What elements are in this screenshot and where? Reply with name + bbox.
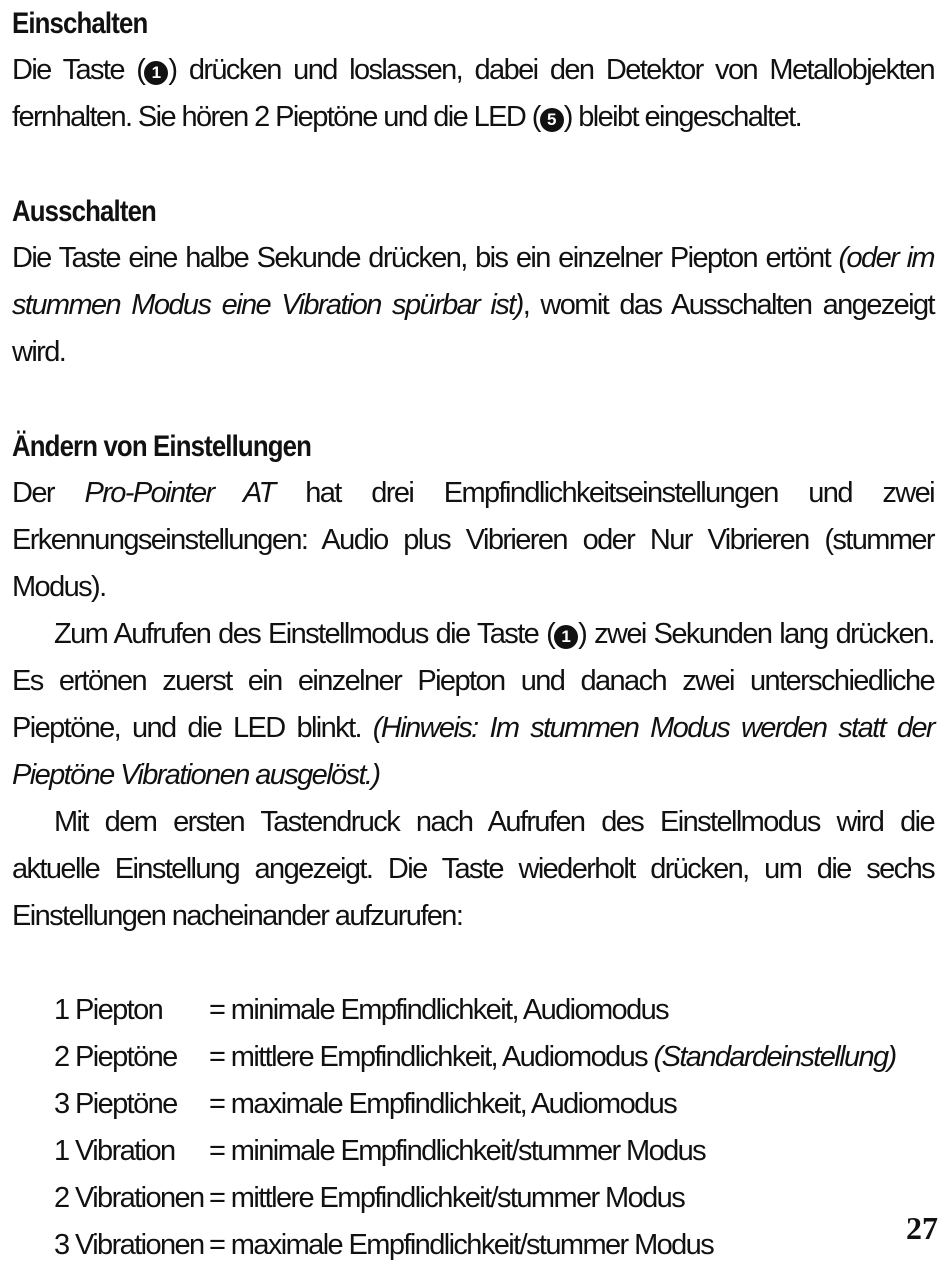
setting-description [209, 1128, 705, 1175]
heading-einstellungen: Ändern von Einstellungen [12, 430, 312, 463]
text: = maximale Empfindlichkeit, Audiomodus [209, 1088, 677, 1120]
setting-description [209, 1175, 684, 1222]
setting-label: 1 Vibration [54, 1135, 175, 1167]
text: Zum Aufrufen des Einstellmodus die Taste ( [54, 618, 555, 650]
default-note: (Standardeinstellung) [653, 1041, 896, 1073]
italic-note: (oder im stummen Modus eine Vibration spürbar ist) [12, 242, 934, 321]
text: Die Taste eine halbe Sekunde drücken, bis ein einzelner Piepton ertönt [12, 242, 839, 274]
text: = minimale Empfindlichkeit/stummer Modus [209, 1135, 706, 1167]
setting-label: 3 Pieptöne [54, 1088, 177, 1120]
text: Der [12, 477, 85, 509]
page-number: 27 [906, 1210, 938, 1246]
paragraph-einschalten [12, 47, 934, 141]
list-item [54, 1034, 934, 1081]
setting-description [209, 1081, 676, 1128]
list-item [54, 1128, 934, 1175]
settings-list [12, 987, 934, 1269]
list-item [54, 987, 934, 1034]
setting-description [209, 1034, 896, 1081]
list-item [54, 1081, 934, 1128]
setting-label: 2 Vibrationen [54, 1182, 204, 1214]
spacer [12, 141, 934, 188]
setting-description [209, 987, 668, 1034]
text: Die Taste ( [12, 54, 145, 86]
paragraph-einstellungen-1 [12, 470, 934, 611]
paragraph-einstellungen-3: Mit dem ersten Tastendruck nach Aufrufen des Einstellmodus wird die aktuelle Einstellung angezeigt. Die Taste wiederholt drücken, um die sechs Einstellungen nacheinander aufzurufen: [12, 806, 934, 932]
text: , womit das Ausschalten angezeigt wird. [12, 289, 934, 368]
setting-label: 1 Piepton [54, 994, 163, 1026]
spacer [12, 376, 934, 423]
text: ) zwei Sekunden lang drücken. Es ertönen zuerst ein einzelner Piepton und danach zwei unterschiedliche Pieptöne, und die LED blinkt. [12, 618, 934, 744]
text: = minimale Empfindlichkeit, Audiomodus [209, 994, 669, 1026]
setting-description [209, 1222, 713, 1269]
heading-ausschalten: Ausschalten [12, 195, 156, 228]
list-item [54, 1175, 934, 1222]
text: = mittlere Empfindlichkeit/stummer Modus [209, 1182, 685, 1214]
setting-label: 3 Vibrationen [54, 1229, 204, 1261]
text: = maximale Empfindlichkeit/stummer Modus [209, 1229, 714, 1261]
heading-einschalten: Einschalten [12, 7, 148, 40]
text: ) drücken und loslassen, dabei den Detektor von Metallobjekten fernhalten. Sie hören 2 Pieptöne und die LED ( [12, 54, 934, 133]
text: ) bleibt eingeschaltet. [563, 101, 802, 133]
button-number-badge: 1 [554, 625, 578, 649]
paragraph-einstellungen-2 [12, 611, 934, 799]
italic-note: (Hinweis: Im stummen Modus werden statt der Pieptöne Vibrationen ausgelöst.) [12, 712, 934, 791]
button-number-badge: 1 [144, 61, 168, 85]
led-number-badge: 5 [540, 108, 564, 132]
list-item [54, 1222, 934, 1269]
text: = mittlere Empfindlichkeit, Audiomodus [209, 1041, 654, 1073]
text: hat drei Empfindlichkeitseinstellungen und zwei Erkennungseinstellungen: Audio plus Vibrieren oder Nur Vibrieren (stummer Modus). [12, 477, 934, 603]
spacer [12, 940, 934, 987]
paragraph-ausschalten [12, 235, 934, 376]
setting-label: 2 Pieptöne [54, 1041, 177, 1073]
manual-page [12, 0, 934, 1269]
product-name: Pro-Pointer AT [84, 477, 275, 509]
